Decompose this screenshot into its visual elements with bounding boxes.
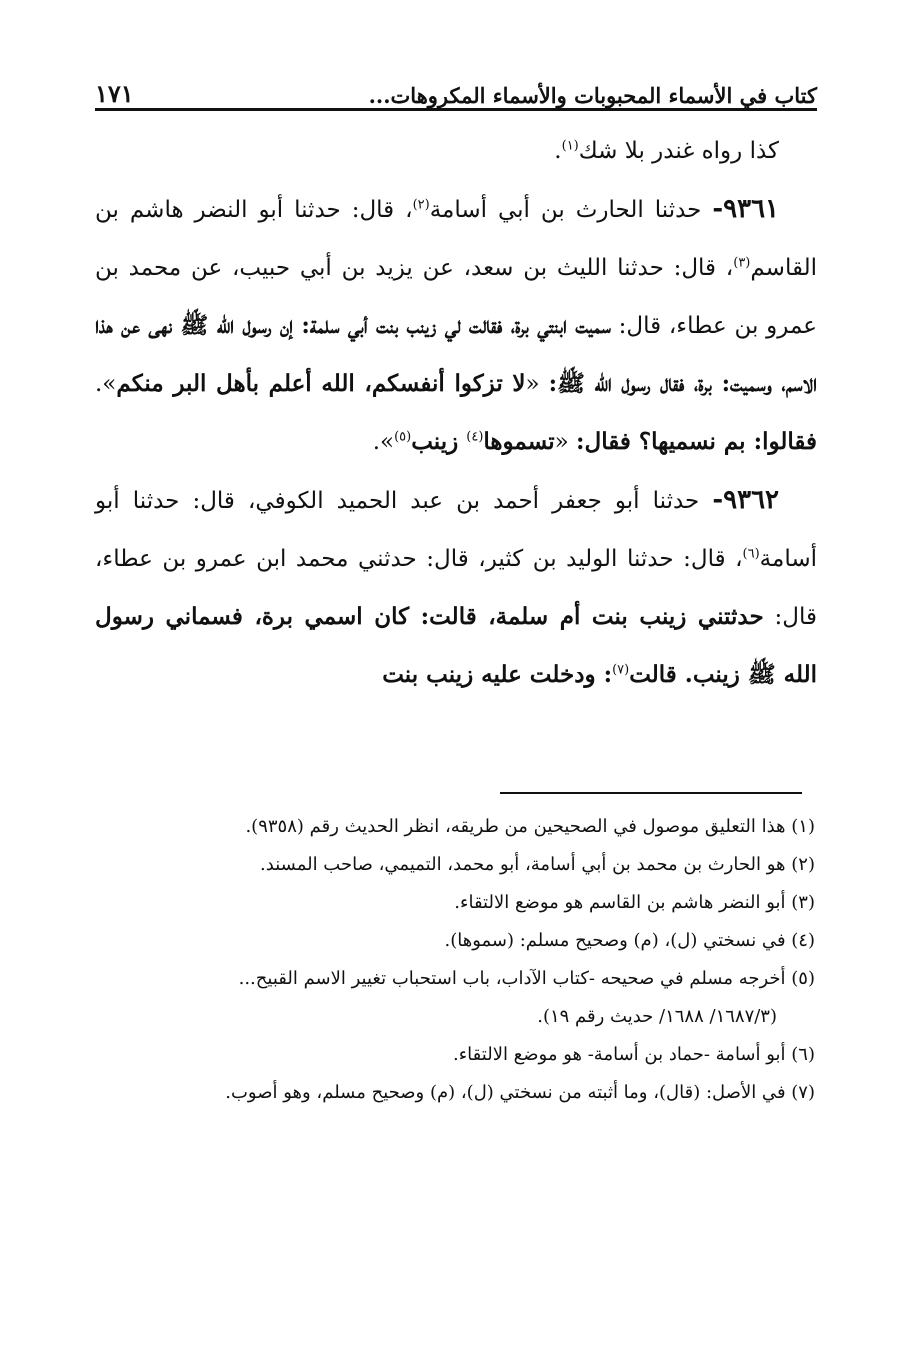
matn-bold-2: : ودخلت عليه زينب بنت (382, 661, 613, 688)
footnote-ref-7: (٧) (612, 662, 630, 678)
matn-bold-5: زينب (411, 428, 467, 455)
intro-end: . (554, 138, 562, 164)
quote2-close: ». (372, 429, 395, 455)
matn-bold-1: حدثتني زينب بنت أم سلمة، قالت: كان اسمي برة، فسماني رسول الله ﷺ زينب. قالت (95, 603, 817, 688)
hadith-number-9361: ٩٣٦١- (712, 194, 779, 224)
quote-open: « (525, 371, 549, 397)
isnad-part-c: ، قال: حدثنا الليث بن سعد، عن يزيد بن أبي حبيب، عن محمد بن عمرو بن عطاء، قال: (95, 255, 817, 339)
footnote-separator (500, 792, 802, 794)
footnote-ref-2: (٢) (412, 197, 430, 213)
intro-text: كذا رواه غندر بلا شك (578, 138, 779, 164)
footnote-ref-5: (٥) (394, 429, 412, 445)
hadith-9362 (95, 471, 817, 704)
footnote-5-continued: (١٦٨٧/٣/ ١٦٨٨/ حديث رقم ١٩). (537, 1006, 777, 1027)
matn-bold-1: سميت ابنتي برة، فقالت لي زينب بنت أبي سلمة: إن رسول الله ﷺ نهى عن هذا الاسم، وسميت: برة، فقال رسول الله ﷺ: (95, 312, 817, 397)
main-text (95, 122, 817, 704)
footnote-7: (٧) في الأصل: (قال)، وما أثبته من نسختي (ل)، (م) وصحيح مسلم، وهو أصوب. (225, 1082, 815, 1103)
running-header (95, 68, 817, 108)
matn-bold-3: فقالوا: بم نسميها؟ فقال: (576, 428, 817, 455)
book-title: كتاب في الأسماء المحبوبات والأسماء المكروهات... (368, 83, 817, 108)
paragraph-intro (95, 122, 817, 180)
footnote-ref-1: (١) (561, 138, 579, 154)
isnad-part-b: ، قال: حدثنا أبو النضر هاشم بن القاسم (95, 197, 817, 281)
footnote-6: (٦) أبو أسامة -حماد بن أسامة- هو موضع الالتقاء. (453, 1044, 815, 1065)
matn-bold-4: تسموها (483, 428, 555, 455)
isnad-part-a: حدثنا الحارث بن أبي أسامة (429, 197, 713, 223)
matn-bold-2: لا تزكوا أنفسكم، الله أعلم بأهل البر منكم (116, 370, 526, 397)
footnote-ref-3: (٣) (733, 255, 751, 271)
quote-close: ». (95, 371, 117, 397)
footnote-ref-6: (٦) (742, 546, 760, 562)
footnote-2: (٢) هو الحارث بن محمد بن أبي أسامة، أبو محمد، التميمي، صاحب المسند. (260, 854, 815, 875)
footnote-ref-4: (٤) (466, 429, 484, 445)
footnote-5: (٥) أخرجه مسلم في صحيحه -كتاب الآداب، باب استحباب تغيير الاسم القبيح... (238, 968, 815, 989)
hadith-9361 (95, 180, 817, 471)
footnote-4: (٤) في نسختي (ل)، (م) وصحيح مسلم: (سموها). (444, 930, 815, 951)
footnotes (100, 808, 815, 1112)
page-number: ١٧١ (95, 79, 134, 108)
isnad-part-a: حدثنا أبو جعفر أحمد بن عبد الحميد الكوفي، قال: حدثنا أبو أسامة (95, 488, 817, 572)
footnote-1: (١) هذا التعليق موصول في الصحيحين من طريقه، انظر الحديث رقم (٩٣٥٨). (245, 816, 815, 837)
header-rule (95, 108, 817, 111)
quote2-open: « (554, 429, 577, 455)
hadith-number-9362: ٩٣٦٢- (712, 485, 779, 515)
isnad-part-b: ، قال: حدثنا الوليد بن كثير، قال: حدثني محمد ابن عمرو بن عطاء، قال: (95, 546, 817, 630)
footnote-3: (٣) أبو النضر هاشم بن القاسم هو موضع الالتقاء. (454, 892, 815, 913)
